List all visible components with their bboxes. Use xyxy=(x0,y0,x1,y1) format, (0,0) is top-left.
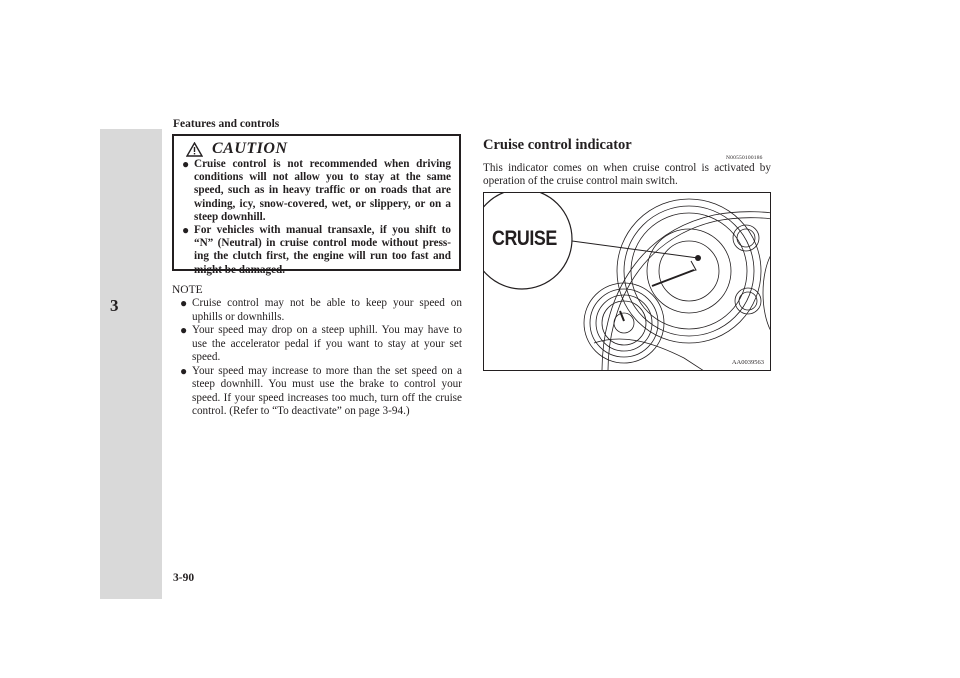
chapter-number: 3 xyxy=(110,296,119,315)
page-number: 3-90 xyxy=(173,572,195,584)
caution-item-text: For vehicles with manual transaxle, if you shift to “N” (Neutral) in cruise control mode without press-ing the clutch first, the engine will run too fast and might be damaged. xyxy=(194,224,451,276)
caution-item-text: Cruise control is not recommended when driving conditions will not allow you to stay at the same speed, such as in heavy traffic or on roads that are winding, icy, snow-covered, wet, or slippery, or on a steep downhill. xyxy=(194,158,451,223)
running-header: Features and controls xyxy=(173,118,280,130)
bullet-icon: ● xyxy=(182,157,190,171)
bullet-icon: ● xyxy=(180,296,188,310)
note-section xyxy=(172,284,462,419)
note-item-text: Your speed may increase to more than the set speed on a steep downhill. You must use the brake to control your speed. If your speed increases too much, turn off the cruise control. (Refer to “To deactivate” on page 3-94.) xyxy=(192,364,462,417)
section-code: N00550100186 xyxy=(726,155,763,161)
note-item-text: Cruise control may not be able to keep your speed on uphills or downhills. xyxy=(192,297,462,323)
bullet-icon: ● xyxy=(180,323,188,337)
cruise-label: CRUISE xyxy=(492,227,557,250)
caution-title: CAUTION xyxy=(212,140,288,157)
chapter-tab xyxy=(100,129,162,599)
caution-header xyxy=(186,140,451,158)
note-item xyxy=(180,297,462,324)
note-title: NOTE xyxy=(172,284,203,296)
figure-code: AA0039563 xyxy=(731,359,764,366)
note-item xyxy=(180,365,462,419)
warning-triangle-icon xyxy=(186,142,203,157)
caution-box xyxy=(172,134,461,276)
note-item-text: Your speed may drop on a steep uphill. You may have to use the accelerator pedal if you want to stay at your set speed. xyxy=(192,324,462,363)
caution-item xyxy=(182,224,451,277)
section-paragraph: This indicator comes on when cruise control is activated by operation of the cruise control main switch. xyxy=(483,162,771,188)
bullet-icon: ● xyxy=(182,223,190,238)
caution-item xyxy=(182,158,451,224)
section-heading: Cruise control indicator xyxy=(483,137,632,153)
bullet-icon: ● xyxy=(180,363,188,378)
instrument-cluster-illustration xyxy=(484,193,771,371)
instrument-cluster-figure xyxy=(483,192,771,371)
note-item xyxy=(180,324,462,365)
